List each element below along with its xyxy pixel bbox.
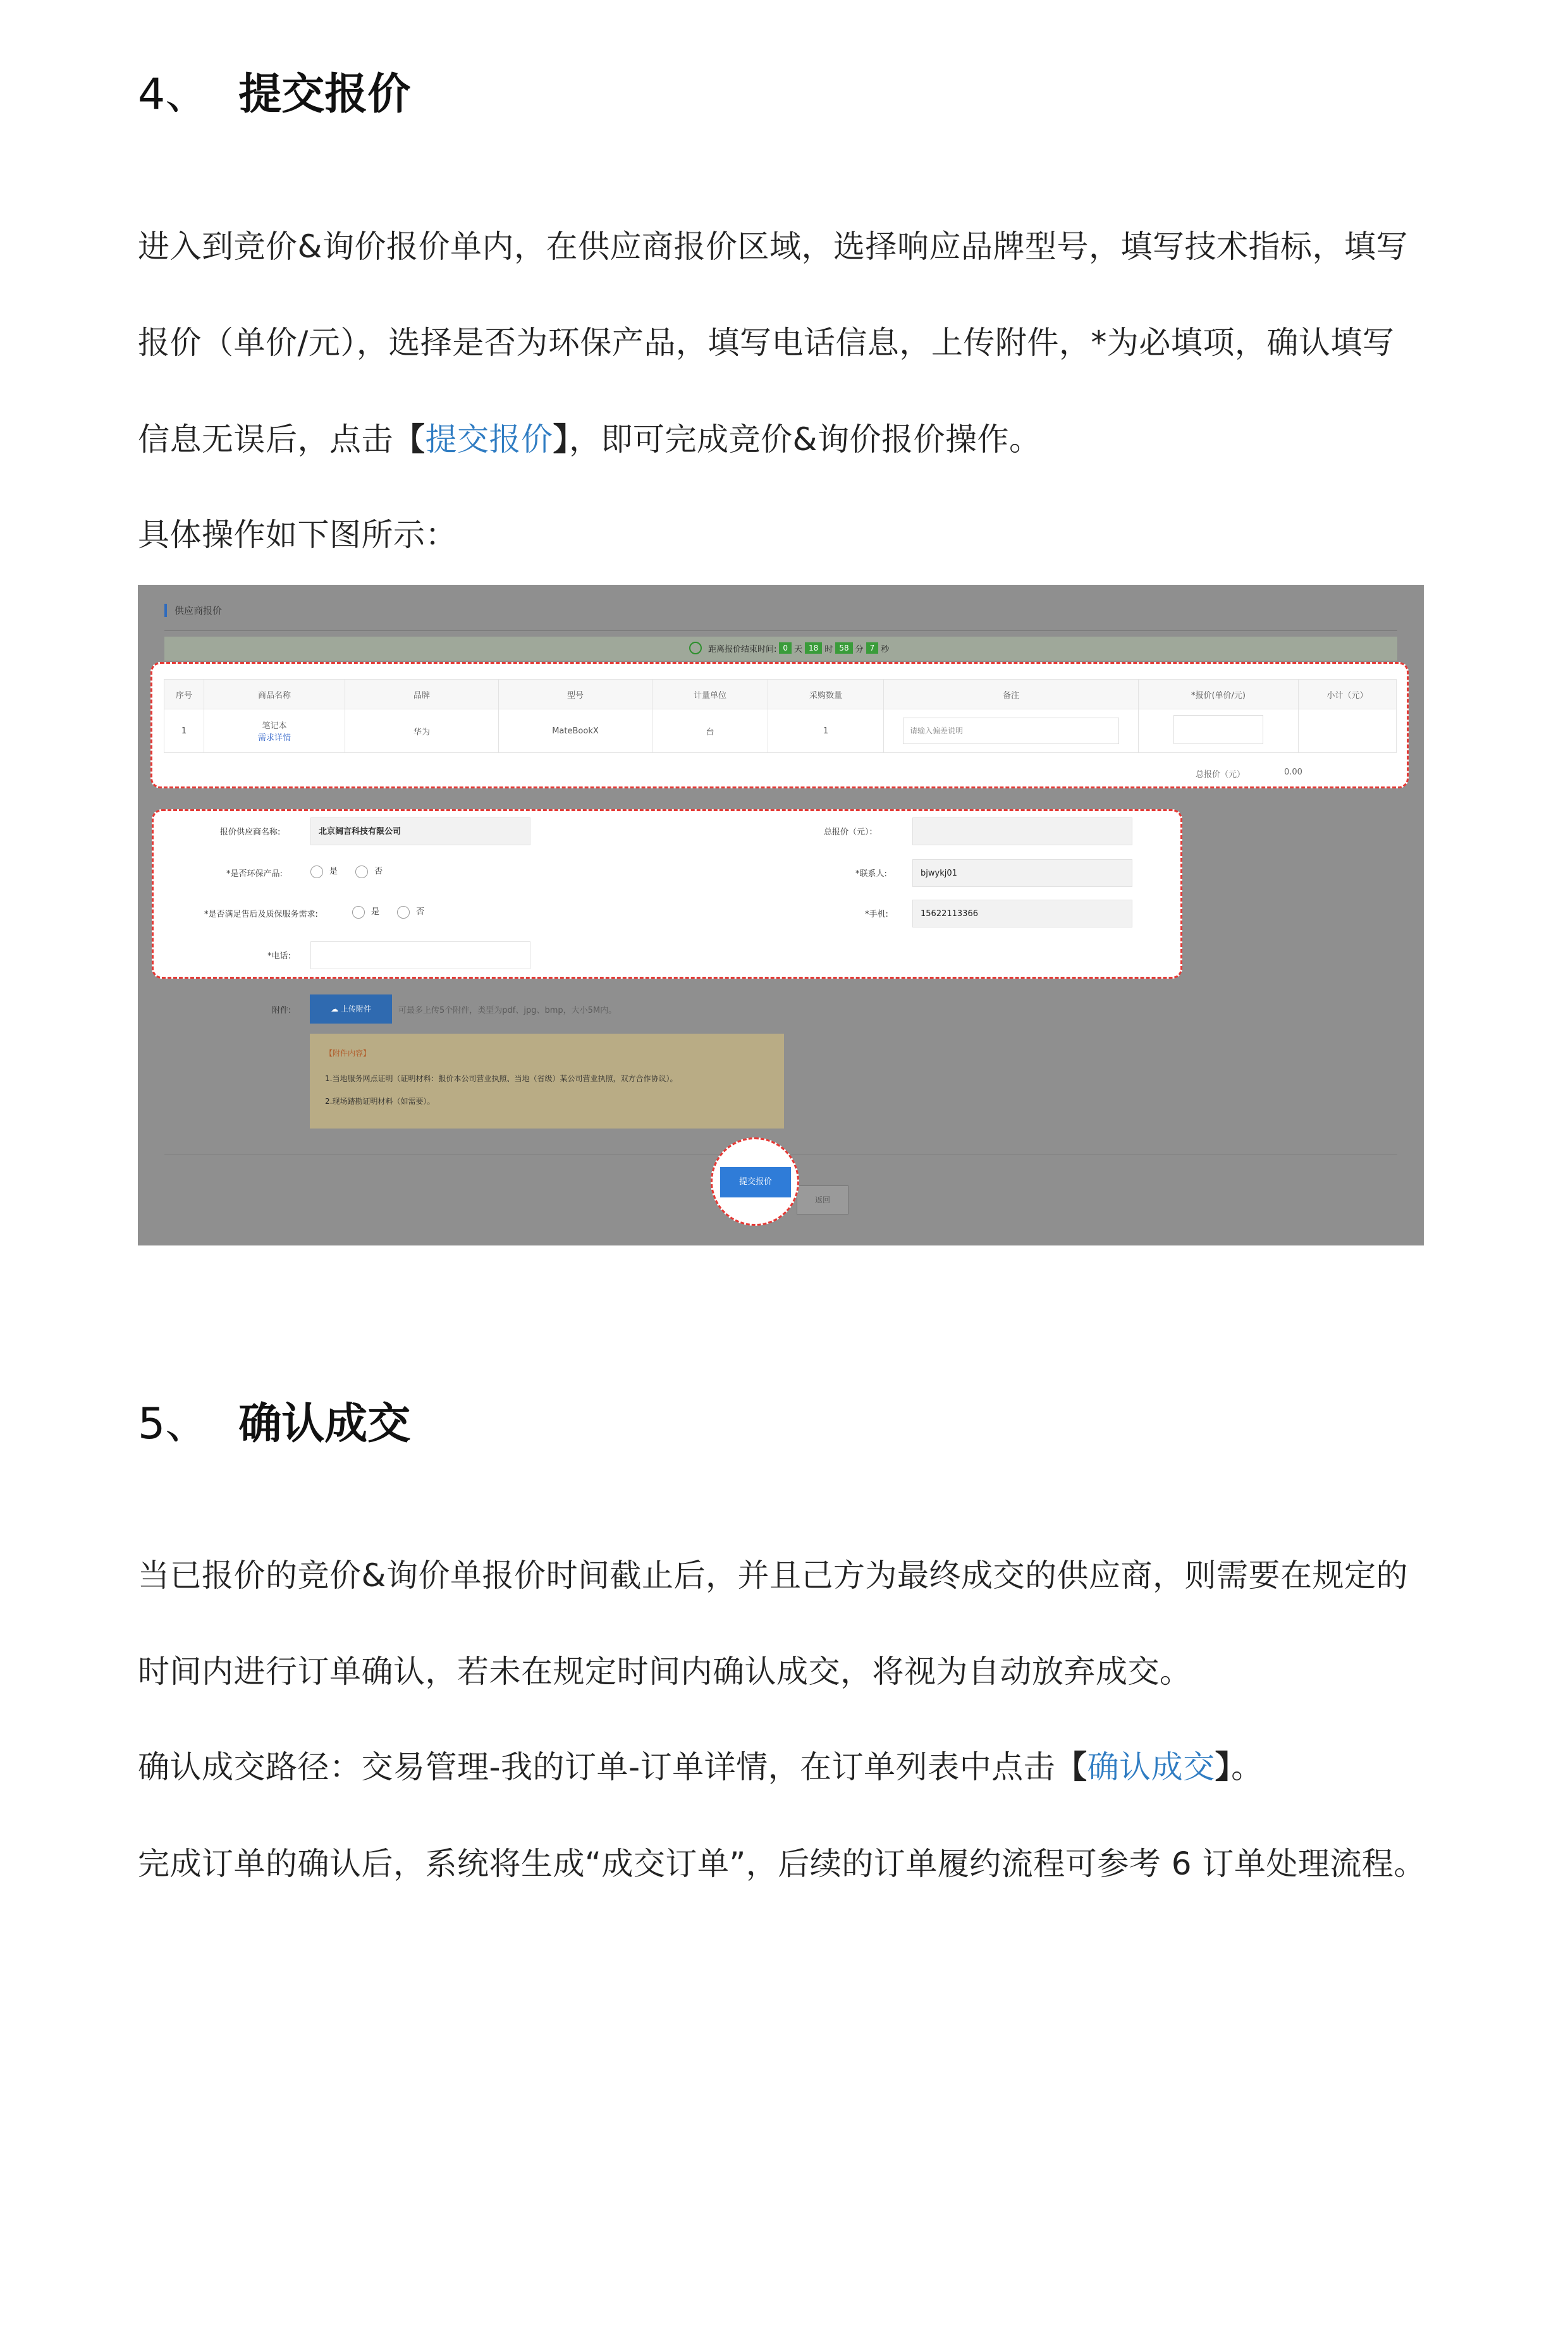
section-4-heading [138,60,410,121]
phone-label: *电话: [267,951,291,961]
requirement-detail-link[interactable]: 需求详情 [257,733,291,743]
service-no-label: 否 [416,907,425,917]
section-number: 5、 [138,1399,209,1449]
countdown-hours: 18 [805,642,822,654]
section-title: 确认成交 [238,1399,411,1449]
total-quote-field[interactable] [912,817,1132,845]
remark-input[interactable]: 请输入偏差说明 [903,718,1119,744]
col-header: *报价(单价/元) [1139,680,1299,709]
col-header: 采购数量 [768,680,884,709]
minutes-unit: 分 [855,644,864,654]
eco-no-radio[interactable] [355,866,368,878]
paragraph-line [138,1742,1434,1787]
upload-button-label: 上传附件 [340,1005,371,1013]
upload-button[interactable] [310,994,392,1024]
paragraph-line [138,414,1434,460]
bracket-open: 【 [1055,1749,1087,1785]
divider [164,630,1397,631]
clock-icon [689,642,702,654]
section-title: 提交报价 [238,70,411,119]
quote-table [164,679,1397,753]
cloud-upload-icon: ☁ [331,1005,341,1013]
price-cell [1139,709,1299,753]
attachment-note [310,1034,784,1129]
col-header: 备注 [884,680,1139,709]
note-line: 1.当地服务网点证明（证明材料：报价本公司营业执照、当地（省级）某公司营业执照，双方合作协议）。 [325,1074,678,1083]
bracket-close: 】 [553,421,569,458]
subtotal-cell [1299,709,1397,753]
confirm-deal-link[interactable]: 确认成交 [1087,1749,1215,1785]
brand-cell: 华为 [345,709,499,753]
product-name: 笔记本 [262,721,287,731]
mobile-field[interactable]: 15622113366 [912,900,1132,927]
unit-price-input[interactable] [1173,715,1263,744]
contact-label: *联系人: [855,869,887,879]
eco-yes-radio[interactable] [310,866,323,878]
embedded-screenshot [138,585,1424,1245]
text: 信息无误后，点击 [138,421,393,458]
paragraph-line: 具体操作如下图所示： [138,517,457,553]
submit-highlight [711,1137,799,1226]
submit-quote-link[interactable]: 提交报价 [425,421,553,458]
supplier-form-highlight [152,809,1182,979]
countdown [689,642,889,654]
note-title: 【附件内容】 [325,1049,371,1058]
submit-quote-button[interactable]: 提交报价 [720,1167,791,1197]
attachment-label: 附件: [272,1006,291,1015]
paragraph-line: 时间内进行订单确认，若未在规定时间内确认成交，将视为自动放弃成交。 [138,1653,1192,1690]
eco-no-label: 否 [374,867,383,876]
unit-cell: 台 [652,709,768,753]
col-header: 商品名称 [204,680,345,709]
supplier-label: 报价供应商名称: [220,828,281,837]
seconds-unit: 秒 [881,644,890,654]
col-header: 小计（元） [1299,680,1397,709]
paragraph-line: 完成订单的确认后，系统将生成“成交订单”，后续的订单履约流程可参考 6 订单处理流程。 [138,1845,1426,1882]
countdown-minutes: 58 [835,642,852,654]
total-quote-label: 总报价（元）： [824,828,878,837]
note-line: 2.现场踏勘证明材料（如需要）。 [325,1097,435,1106]
eco-yes-label: 是 [329,867,338,876]
col-header: 型号 [499,680,652,709]
phone-field[interactable] [310,941,530,969]
paragraph-line: 当已报价的竞价&询价单报价时间截止后，并且己方为最终成交的供应商，则需要在规定的 [138,1557,1408,1594]
bracket-close: 】 [1215,1749,1232,1785]
bracket-open: 【 [393,421,426,458]
eco-radio-group [310,864,398,878]
countdown-bar [164,637,1397,661]
contact-field[interactable]: bjwykj01 [912,859,1132,887]
text: 。 [1231,1749,1263,1785]
mobile-label: *手机: [865,910,888,919]
col-header: 品牌 [345,680,499,709]
section-number: 4、 [138,70,209,119]
service-radio-group [352,905,439,919]
total-value: 0.00 [1284,768,1302,777]
service-no-radio[interactable] [397,906,410,919]
countdown-label: 距离报价结束时间: [708,644,777,654]
back-button[interactable]: 返回 [797,1185,848,1214]
table-header-row [164,680,1397,709]
hours-unit: 时 [824,644,833,654]
panel-title: 供应商报价 [164,604,222,617]
countdown-days: 0 [779,642,792,654]
text: ，即可完成竞价&询价报价操作。 [569,421,1041,458]
qty-cell: 1 [768,709,884,753]
col-header: 计量单位 [652,680,768,709]
days-unit: 天 [794,644,803,654]
upload-hint: 可最多上传5个附件，类型为pdf、jpg、bmp，大小5M内。 [398,1006,617,1015]
service-yes-radio[interactable] [352,906,365,919]
total-label: 总报价（元） [1196,770,1246,780]
model-cell: MateBookX [499,709,652,753]
product-name-cell [204,709,345,753]
quote-table-highlight [150,662,1409,788]
service-yes-label: 是 [371,907,380,917]
row-index: 1 [164,709,204,753]
table-row [164,709,1397,753]
remark-cell [884,709,1139,753]
countdown-seconds: 7 [866,642,879,654]
paragraph-line: 进入到竞价&询价报价单内，在供应商报价区域，选择响应品牌型号，填写技术指标，填写 [138,228,1408,265]
col-header: 序号 [164,680,204,709]
text: 确认成交路径：交易管理-我的订单-订单详情，在订单列表中点击 [138,1749,1056,1785]
section-5-heading [138,1390,410,1451]
eco-label: *是否环保产品: [226,869,283,879]
paragraph-line: 报价（单价/元），选择是否为环保产品，填写电话信息，上传附件，*为必填项，确认填写 [138,324,1395,361]
service-label: *是否满足售后及质保服务需求: [204,910,318,919]
supplier-name-field[interactable]: 北京阔言科技有限公司 [310,817,530,845]
